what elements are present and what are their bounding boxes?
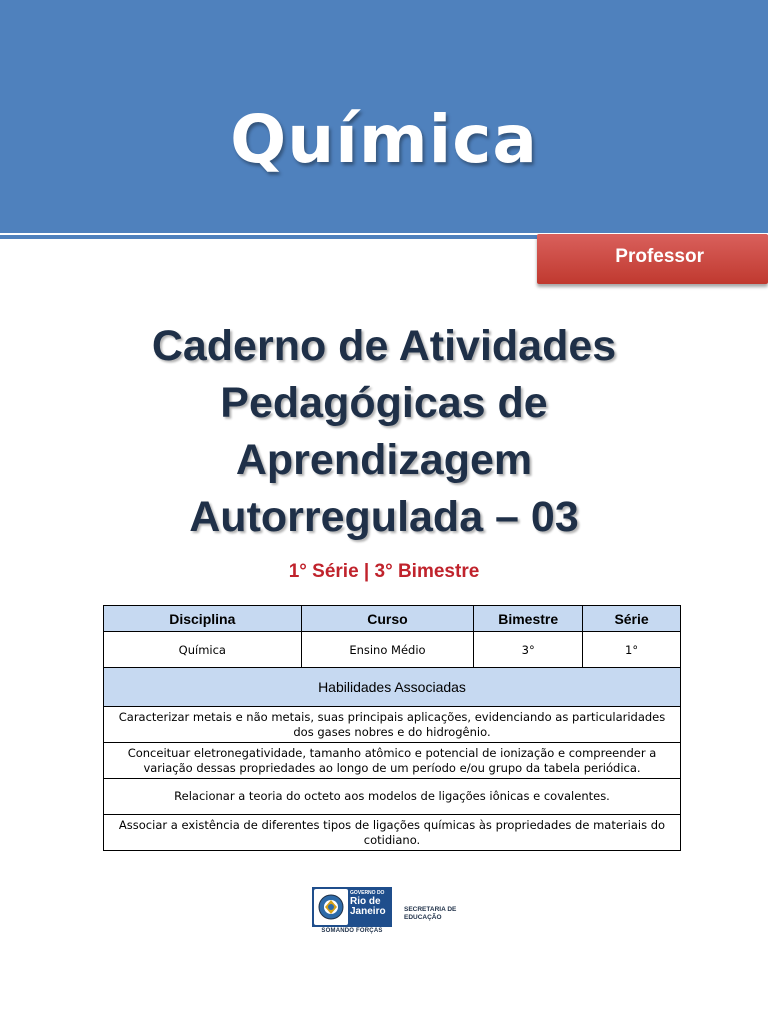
skill-text: Relacionar a teoria do octeto aos modelos de ligações iônicas e covalentes. [104, 779, 681, 815]
professor-tab-label: Professor [615, 246, 704, 267]
skill-row [104, 707, 681, 743]
skills-header-row [104, 668, 681, 707]
heading-line: Caderno de Atividades [151, 322, 617, 370]
column-header: Série [583, 606, 681, 632]
table-cell: 1° [583, 632, 681, 668]
skill-row [104, 743, 681, 779]
government-logo [312, 887, 392, 927]
skill-text: Conceituar eletronegatividade, tamanho atômico e potencial de ionização e compreender a variação dessas propriedades ao longo de um período e/ou grupo da tabela periódica. [104, 743, 681, 779]
skill-text: Associar a existência de diferentes tipos de ligações químicas às propriedades de materiais do cotidiano. [104, 815, 681, 851]
column-header: Disciplina [104, 606, 302, 632]
heading-line: Pedagógicas de [220, 379, 548, 427]
professor-tab [537, 234, 768, 284]
info-table [103, 605, 681, 851]
skill-row [104, 815, 681, 851]
skill-text: Caracterizar metais e não metais, suas principais aplicações, evidenciando as particularidades dos gases nobres e do hidrogênio. [104, 707, 681, 743]
coat-of-arms-icon [314, 889, 348, 925]
logo-state-text: Rio de Janeiro [350, 896, 386, 917]
logo-slogan: SOMANDO FORÇAS [321, 928, 383, 934]
heading-line: Autorregulada – 03 [189, 493, 579, 541]
column-header: Bimestre [474, 606, 583, 632]
page-title: Química [230, 101, 538, 178]
series-subtitle: 1° Série | 3° Bimestre [288, 561, 480, 582]
skill-row [104, 779, 681, 815]
table-cell: Química [104, 632, 302, 668]
secretaria-label: SECRETARIA DE EDUCAÇÃO [404, 906, 457, 921]
logo-gov-text: GOVERNO DO [350, 890, 385, 896]
column-header: Curso [301, 606, 474, 632]
skills-header: Habilidades Associadas [104, 668, 681, 707]
heading-line: Aprendizagem [235, 436, 533, 484]
document-heading [0, 318, 768, 546]
table-cell: 3° [474, 632, 583, 668]
table-header-row [104, 606, 681, 632]
table-cell: Ensino Médio [301, 632, 474, 668]
table-row [104, 632, 681, 668]
header-banner [0, 0, 768, 233]
